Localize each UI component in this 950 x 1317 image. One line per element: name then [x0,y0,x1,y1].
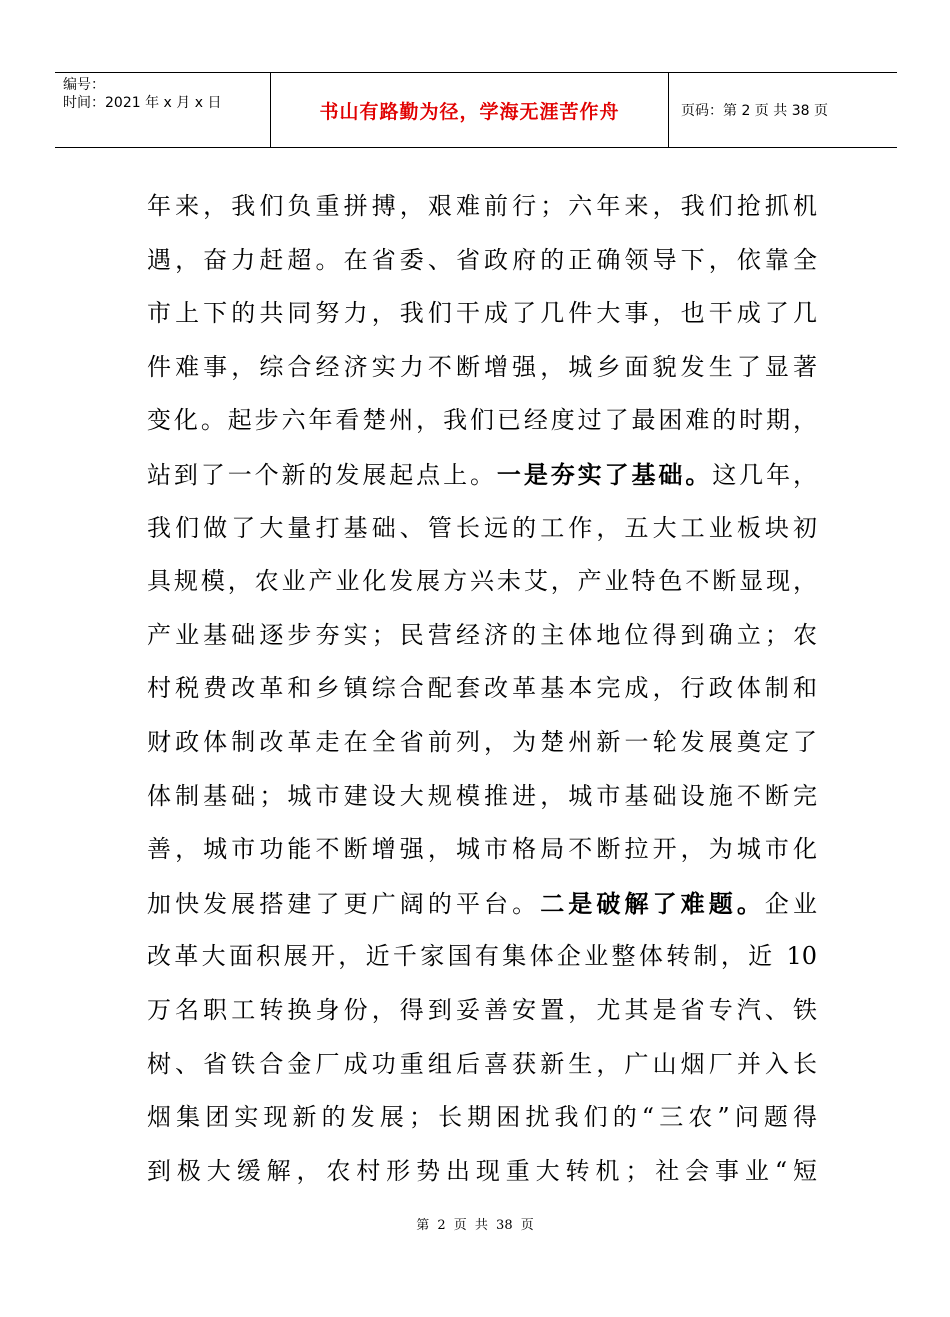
body-line [147,877,817,931]
document-time-label: 时间：2021 年 x 月 x 日 [63,95,222,111]
page-header [55,72,897,148]
bold-heading: 二是破解了难题。 [540,888,765,918]
document-number-label: 编号： [63,77,105,93]
body-line [147,1091,817,1145]
body-line [147,1038,817,1092]
header-meta [55,73,271,147]
body-line [147,555,817,609]
body-text: 村税费改革和乡镇综合配套改革基本完成，行政体制和 [147,674,817,703]
body-text: 件难事，综合经济实力不断增强，城乡面貌发生了显著 [147,352,817,381]
body-line [147,1145,817,1199]
body-text: 这几年， [712,460,818,489]
body-line [147,448,817,502]
body-text: 我们做了大量打基础、管长远的工作，五大工业板块初 [147,513,817,542]
document-body [147,180,817,1198]
body-text: 万名职工转换身份，得到妥善安置，尤其是省专汽、铁 [147,995,817,1024]
body-text: 善，城市功能不断增强，城市格局不断拉开，为城市化 [147,835,817,864]
body-text: 财政体制改革走在全省前列，为楚州新一轮发展奠定了 [147,727,817,756]
body-line [147,287,817,341]
body-line [147,823,817,877]
body-text: 市上下的共同努力，我们干成了几件大事，也干成了几 [147,299,817,328]
body-line [147,394,817,448]
header-page-cell [669,73,897,147]
body-text: 改革大面积展开，近千家国有集体企业整体转制，近 10 [147,942,817,971]
page-footer [0,1214,950,1233]
body-line [147,234,817,288]
body-line [147,502,817,556]
header-page-number: 页码：第 2 页 共 38 页 [681,103,828,119]
header-motto: 书山有路勤为径，学海无涯苦作舟 [319,100,620,123]
footer-page-number: 第 2 页 共 38 页 [416,1218,534,1233]
body-line [147,984,817,1038]
body-text: 产业基础逐步夯实；民营经济的主体地位得到确立；农 [147,620,817,649]
body-line [147,930,817,984]
body-line [147,609,817,663]
body-line [147,341,817,395]
body-line [147,716,817,770]
body-text: 站到了一个新的发展起点上。 [147,460,497,489]
body-text: 具规模，农业产业化发展方兴未艾，产业特色不断显现， [147,567,817,596]
bold-heading: 一是夯实了基础。 [496,459,713,489]
header-motto-cell [271,73,669,147]
body-text: 企业 [764,889,818,918]
body-text: 年来，我们负重拼搏，艰难前行；六年来，我们抢抓机 [147,192,817,220]
body-text: 体制基础；城市建设大规模推进，城市基础设施不断完 [147,781,817,810]
body-text: 到极大缓解，农村形势出现重大转机；社会事业“短 [147,1156,817,1185]
body-line [147,180,817,234]
body-text: 遇，奋力赶超。在省委、省政府的正确领导下，依靠全 [147,245,817,274]
body-line [147,770,817,824]
body-line [147,662,817,716]
body-text: 树、省铁合金厂成功重组后喜获新生，广山烟厂并入长 [147,1049,817,1078]
body-text: 变化。起步六年看楚州，我们已经度过了最困难的时期， [147,406,817,435]
body-text: 加快发展搭建了更广阔的平台。 [147,889,541,918]
body-text: 烟集团实现新的发展；长期困扰我们的“三农”问题得 [147,1103,817,1132]
